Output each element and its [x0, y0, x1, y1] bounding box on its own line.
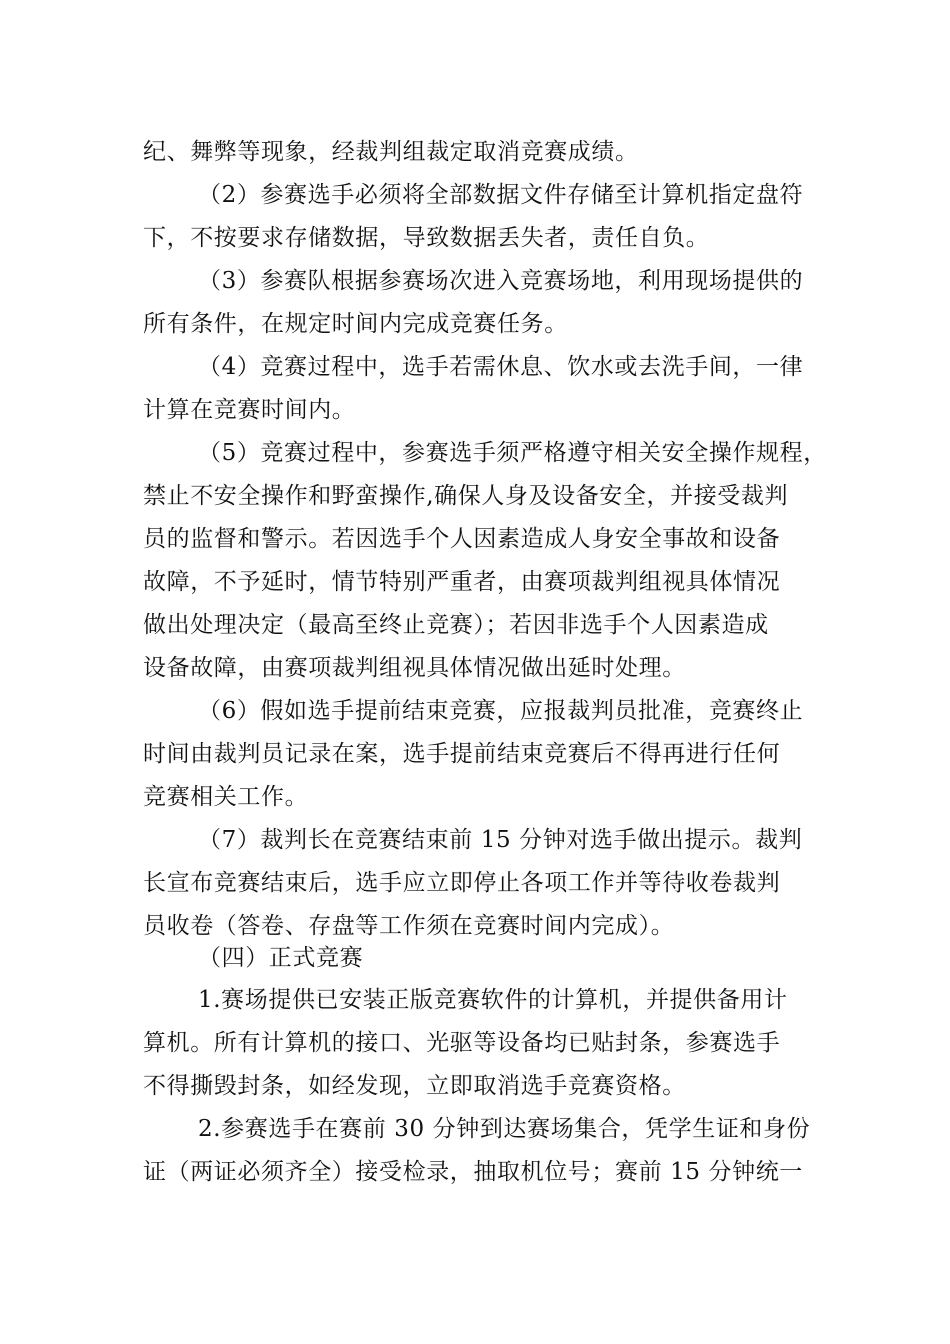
- text-line: 下，不按要求存储数据，导致数据丢失者，责任自负。: [143, 225, 710, 251]
- text-line: 做出处理决定（最高至终止竞赛）；若因非选手个人因素造成: [143, 612, 769, 638]
- text-line: 员收卷（答卷、存盘等工作须在竞赛时间内完成）。: [143, 913, 675, 939]
- text-line: 时间由裁判员记录在案，选手提前结束竞赛后不得再进行任何: [143, 741, 781, 767]
- text-line: 证（两证必须齐全）接受检录，抽取机位号；赛前 15 分钟统一: [143, 1159, 803, 1185]
- text-line: 设备故障，由赛项裁判组视具体情况做出延时处理。: [143, 655, 686, 681]
- text-line: （7）裁判长在竞赛结束前 15 分钟对选手做出提示。裁判: [198, 827, 803, 853]
- text-line: 故障，不予延时，情节特别严重者，由赛项裁判组视具体情况: [143, 569, 781, 595]
- section-heading: （四）正式竞赛: [198, 945, 364, 971]
- text-line: 禁止不安全操作和野蛮操作,确保人身及设备安全，并接受裁判: [143, 483, 789, 509]
- text-line: （3）参赛队根据参赛场次进入竞赛场地，利用现场提供的: [198, 268, 804, 294]
- text-line: 长宣布竞赛结束后，选手应立即停止各项工作并等待收卷裁判: [143, 870, 781, 896]
- text-line: 计算在竞赛时间内。: [143, 397, 356, 423]
- text-line: 不得撕毁封条，如经发现，立即取消选手竞赛资格。: [143, 1073, 686, 1099]
- text-line: （2）参赛选手必须将全部数据文件存储至计算机指定盘符: [198, 182, 804, 208]
- text-line: 1.赛场提供已安装正版竞赛软件的计算机，并提供备用计: [198, 987, 788, 1013]
- text-line: 纪、舞弊等现象，经裁判组裁定取消竞赛成绩。: [143, 139, 639, 165]
- text-line: （4）竞赛过程中，选手若需休息、饮水或去洗手间，一律: [198, 354, 804, 380]
- text-line: （6）假如选手提前结束竞赛，应报裁判员批准，竞赛终止: [198, 698, 804, 724]
- text-line: 2.参赛选手在赛前 30 分钟到达赛场集合，凭学生证和身份: [198, 1116, 811, 1142]
- text-line: 竞赛相关工作。: [143, 784, 309, 810]
- text-line: 所有条件，在规定时间内完成竞赛任务。: [143, 311, 568, 337]
- text-line: 算机。所有计算机的接口、光驱等设备均已贴封条，参赛选手: [143, 1030, 781, 1056]
- text-line: 员的监督和警示。若因选手个人因素造成人身安全事故和设备: [143, 526, 781, 552]
- text-line: （5）竞赛过程中，参赛选手须严格遵守相关安全操作规程，: [198, 440, 827, 466]
